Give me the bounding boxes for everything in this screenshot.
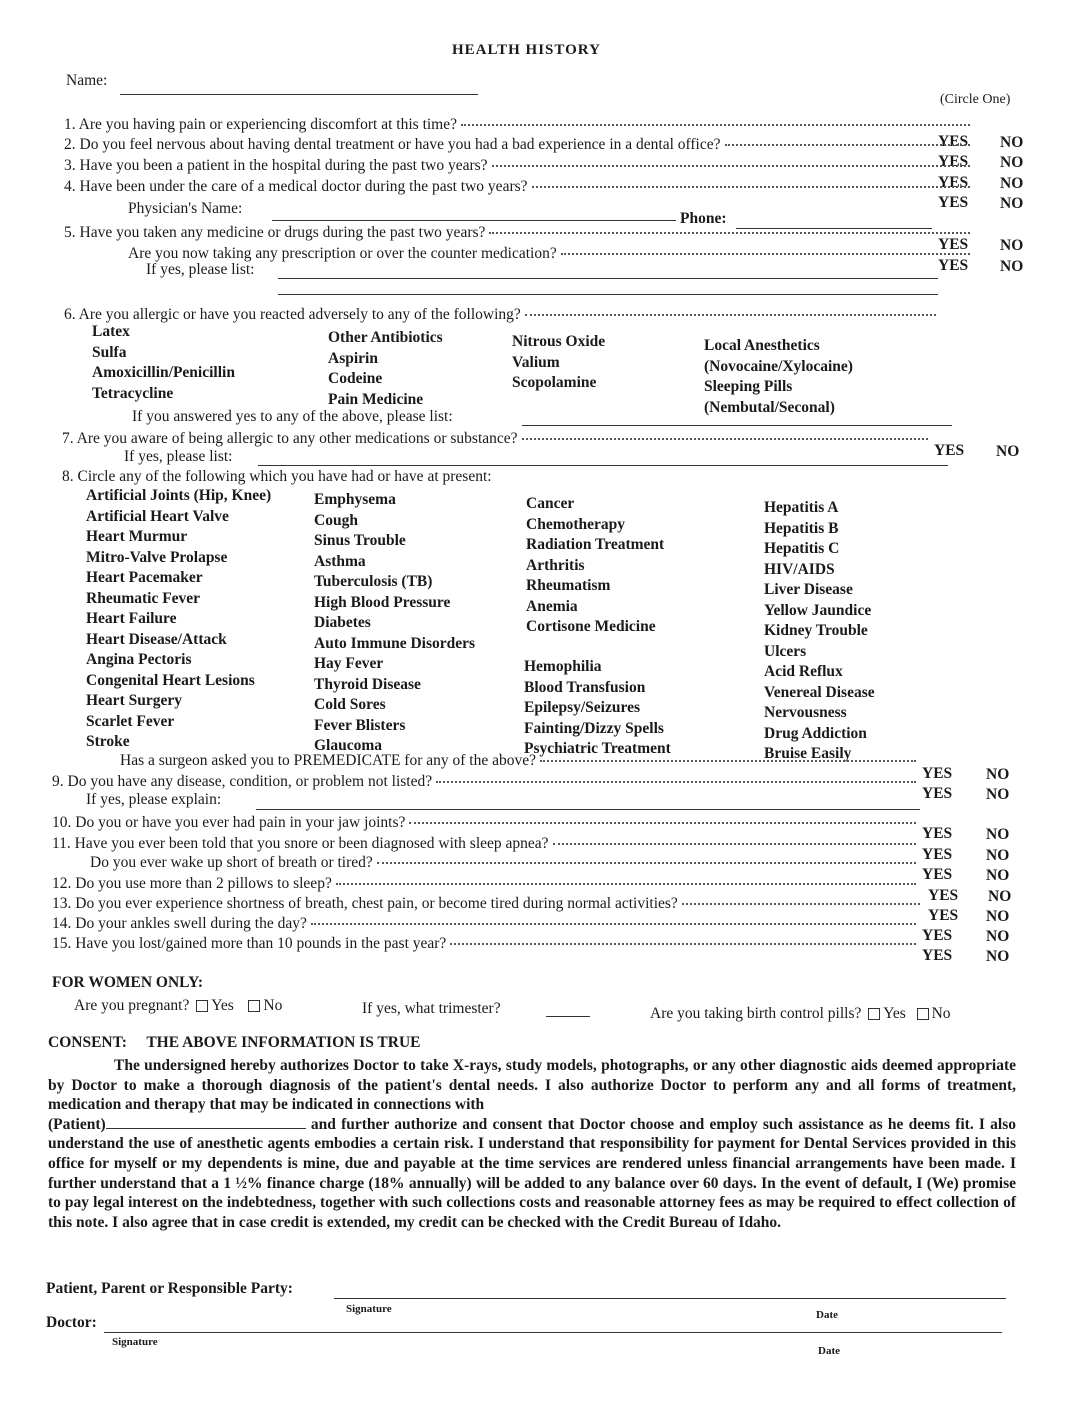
question-13 bbox=[52, 895, 924, 913]
condition-col-3a bbox=[526, 494, 664, 638]
q5-list-label: If yes, please list: bbox=[146, 261, 255, 278]
condition-item[interactable]: Glaucoma bbox=[314, 737, 383, 754]
women-only-heading: FOR WOMEN ONLY: bbox=[52, 974, 204, 991]
allergy-item: (Nembutal/Seconal) bbox=[704, 398, 835, 416]
condition-item[interactable]: Chemotherapy bbox=[526, 515, 626, 533]
allergy-col-4 bbox=[704, 336, 853, 418]
condition-item[interactable]: Ulcers bbox=[764, 642, 807, 660]
premedicate-no[interactable]: NO bbox=[986, 766, 1010, 783]
question-4-text: 4. Have been under the care of a medical doctor during the past two years? bbox=[64, 178, 528, 195]
question-10-text: 10. Do you or have you ever had pain in your jaw joints? bbox=[52, 814, 406, 831]
condition-item[interactable]: Anemia bbox=[526, 597, 578, 615]
question-5 bbox=[64, 224, 974, 242]
q5-no[interactable]: NO bbox=[1000, 237, 1024, 254]
question-15-text: 15. Have you lost/gained more than 10 pounds in the past year? bbox=[52, 935, 447, 952]
condition-col-2 bbox=[314, 490, 475, 757]
q5b-yes[interactable]: YES bbox=[938, 257, 969, 274]
condition-item[interactable]: Cortisone Medicine bbox=[526, 618, 656, 635]
q12-yes[interactable]: YES bbox=[928, 887, 959, 904]
pregnant-no-label: No bbox=[263, 997, 283, 1014]
question-2 bbox=[64, 136, 974, 154]
q9-no[interactable]: NO bbox=[986, 786, 1010, 803]
question-5b bbox=[128, 245, 974, 263]
consent-subheading: THE ABOVE INFORMATION IS TRUE bbox=[146, 1034, 421, 1051]
question-9-text: 9. Do you have any disease, condition, or problem not listed? bbox=[52, 773, 433, 790]
condition-item[interactable]: Hepatitis B bbox=[764, 519, 839, 537]
condition-item[interactable]: Fever Blisters bbox=[314, 716, 406, 734]
allergy-item: (Novocaine/Xylocaine) bbox=[704, 357, 853, 375]
q3-yes[interactable]: YES bbox=[938, 174, 969, 191]
form-title: HEALTH HISTORY bbox=[452, 42, 601, 58]
birth-control-yes-checkbox[interactable] bbox=[868, 1008, 880, 1020]
condition-item[interactable]: Cold Sores bbox=[314, 696, 386, 713]
consent-patient-field[interactable] bbox=[106, 1128, 306, 1129]
allergy-item[interactable]: Other Antibiotics bbox=[328, 329, 443, 346]
q4-yes[interactable]: YES bbox=[938, 194, 969, 211]
q7-no[interactable]: NO bbox=[996, 443, 1020, 460]
condition-item[interactable]: Mitro-Valve Prolapse bbox=[86, 548, 228, 566]
condition-col-4 bbox=[764, 498, 875, 765]
q5-list-field[interactable] bbox=[278, 278, 938, 279]
pregnant-label: Are you pregnant? bbox=[74, 997, 190, 1014]
patient-date-caption: Date bbox=[816, 1309, 838, 1321]
condition-item[interactable]: Drug Addiction bbox=[764, 724, 867, 742]
consent-heading bbox=[48, 1034, 421, 1052]
condition-item[interactable]: Hepatitis C bbox=[764, 540, 840, 557]
question-14-text: 14. Do your ankles swell during the day? bbox=[52, 915, 307, 932]
q11-no[interactable]: NO bbox=[986, 847, 1010, 864]
question-11b-text: Do you ever wake up short of breath or tired? bbox=[90, 854, 373, 871]
question-5-text: 5. Have you taken any medicine or drugs during the past two years? bbox=[64, 224, 486, 241]
doctor-date-caption: Date bbox=[818, 1345, 840, 1357]
q1-yes[interactable]: YES bbox=[938, 133, 969, 150]
q10-yes[interactable]: YES bbox=[922, 825, 953, 842]
condition-item[interactable]: Artificial Heart Valve bbox=[86, 507, 229, 525]
condition-item[interactable]: Yellow Jaundice bbox=[764, 601, 872, 619]
allergy-item[interactable]: Pain Medicine bbox=[328, 390, 424, 408]
q10-no[interactable]: NO bbox=[986, 826, 1010, 843]
patient-signature-label: Patient, Parent or Responsible Party: bbox=[46, 1280, 293, 1297]
q5-yes[interactable]: YES bbox=[938, 236, 969, 253]
q5b-no[interactable]: NO bbox=[1000, 258, 1024, 275]
allergy-item[interactable]: Sulfa bbox=[92, 343, 127, 361]
allergy-item[interactable]: Local Anesthetics bbox=[704, 337, 820, 354]
condition-item[interactable]: Psychiatric Treatment bbox=[524, 740, 671, 757]
doctor-signature-label: Doctor: bbox=[46, 1314, 97, 1331]
question-4 bbox=[64, 178, 974, 196]
question-14 bbox=[52, 915, 920, 933]
consent-text bbox=[48, 1056, 1016, 1232]
premedicate-yes[interactable]: YES bbox=[922, 765, 953, 782]
allergy-item[interactable]: Tetracycline bbox=[92, 384, 174, 402]
condition-item[interactable]: Congenital Heart Lesions bbox=[86, 671, 255, 689]
question-11b bbox=[90, 854, 920, 872]
q15-no[interactable]: NO bbox=[986, 948, 1010, 965]
condition-item[interactable]: Heart Failure bbox=[86, 610, 177, 627]
condition-item[interactable]: Cough bbox=[314, 511, 358, 529]
condition-item[interactable]: Tuberculosis (TB) bbox=[314, 573, 433, 590]
q9-explain-label: If yes, please explain: bbox=[86, 791, 222, 808]
q6-list-field[interactable] bbox=[522, 425, 952, 426]
condition-item[interactable]: Auto Immune Disorders bbox=[314, 634, 476, 652]
physician-name-label: Physician's Name: bbox=[128, 200, 243, 217]
q15-yes[interactable]: YES bbox=[922, 947, 953, 964]
question-1 bbox=[64, 116, 974, 134]
question-2-text: 2. Do you feel nervous about having dental treatment or have you had a bad experience in a dental office? bbox=[64, 136, 721, 153]
condition-col-3b bbox=[524, 657, 671, 760]
condition-item[interactable]: Arthritis bbox=[526, 556, 585, 574]
question-7 bbox=[62, 430, 932, 448]
question-5b-text: Are you now taking any prescription or over the counter medication? bbox=[128, 245, 557, 262]
consent-paragraph-1: The undersigned hereby authorizes Doctor to take X-rays, study models, photographs, or any other diagnostic aids deemed appropriate by Doctor to make a thorough diagnosis of the patient's dental needs. I also authorize Doctor to perform any and all forms of treatment, medication and therapy that may be indicated in connections with bbox=[48, 1057, 1016, 1114]
doctor-signature-line[interactable] bbox=[104, 1332, 1002, 1333]
condition-item[interactable]: Venereal Disease bbox=[764, 683, 875, 701]
q11b-yes[interactable]: YES bbox=[922, 866, 953, 883]
allergy-col-1 bbox=[92, 322, 235, 404]
allergy-item[interactable]: Aspirin bbox=[328, 349, 378, 367]
condition-item[interactable]: Sinus Trouble bbox=[314, 532, 406, 549]
consent-paragraph-2: and further authorize and consent that Doctor choose and employ such assistance as he deems fit. I also understand the use of anesthetic agents embodies a certain risk. I understand that responsibility for payment for Dental Services provided in this office for myself or my dependents is mine, due and payable at the time services are rendered unless financial arrangements have been made. I further understand that a 1 ½% finance charge (18% annually) will be added to any balance over 60 days. In the event of default, I (We) promise to pay legal interest on the indebtedness, together with such collections costs and reasonable attorney fees as may be required to effect collection of this note. I also agree that in case credit is extended, my credit can be checked with the Credit Bureau of Idaho. bbox=[48, 1115, 1016, 1231]
phone-label: Phone: bbox=[680, 210, 727, 227]
q13-yes[interactable]: YES bbox=[928, 907, 959, 924]
allergy-item[interactable]: Amoxicillin/Penicillin bbox=[92, 364, 235, 381]
condition-item[interactable]: Blood Transfusion bbox=[524, 678, 646, 696]
condition-item[interactable]: Scarlet Fever bbox=[86, 712, 175, 730]
q13-no[interactable]: NO bbox=[986, 908, 1010, 925]
condition-item[interactable]: High Blood Pressure bbox=[314, 593, 451, 611]
allergy-col-3 bbox=[512, 332, 605, 394]
pregnant-question bbox=[74, 997, 282, 1015]
question-7-text: 7. Are you aware of being allergic to any other medications or substance? bbox=[62, 430, 518, 447]
question-8: 8. Circle any of the following which you have had or have at present: bbox=[62, 468, 492, 485]
question-1-text: 1. Are you having pain or experiencing discomfort at this time? bbox=[64, 116, 457, 133]
allergy-col-2 bbox=[328, 328, 443, 410]
q11b-no[interactable]: NO bbox=[986, 867, 1010, 884]
question-13-text: 13. Do you ever experience shortness of breath, chest pain, or become tired during normal activities? bbox=[52, 895, 678, 912]
condition-item[interactable]: Rheumatic Fever bbox=[86, 589, 201, 607]
condition-item[interactable]: Fainting/Dizzy Spells bbox=[524, 719, 664, 737]
condition-item[interactable]: Heart Disease/Attack bbox=[86, 630, 227, 648]
consent-patient-label: (Patient) bbox=[48, 1115, 106, 1133]
condition-item[interactable]: Epilepsy/Seizures bbox=[524, 699, 640, 716]
birth-control-no-label: No bbox=[931, 1005, 951, 1022]
q12-no[interactable]: NO bbox=[988, 888, 1012, 905]
question-10 bbox=[52, 814, 920, 832]
allergy-item[interactable]: Scopolamine bbox=[512, 374, 597, 391]
condition-item[interactable]: Stroke bbox=[86, 733, 130, 750]
q11-yes[interactable]: YES bbox=[922, 846, 953, 863]
condition-item[interactable]: Liver Disease bbox=[764, 581, 853, 598]
allergy-item[interactable]: Nitrous Oxide bbox=[512, 333, 606, 350]
q7-list-label: If yes, please list: bbox=[124, 448, 233, 465]
condition-item[interactable]: Cancer bbox=[526, 495, 575, 512]
trimester-field[interactable] bbox=[546, 1016, 590, 1017]
premedicate-text: Has a surgeon asked you to PREMEDICATE for any of the above? bbox=[120, 752, 536, 769]
allergy-item[interactable]: Codeine bbox=[328, 370, 383, 387]
condition-item[interactable]: Thyroid Disease bbox=[314, 675, 421, 693]
q1-no[interactable]: NO bbox=[1000, 134, 1024, 151]
q6-list-label: If you answered yes to any of the above, please list: bbox=[132, 408, 453, 425]
q14-yes[interactable]: YES bbox=[922, 927, 953, 944]
condition-item[interactable]: Bruise Easily bbox=[764, 745, 852, 762]
q14-no[interactable]: NO bbox=[986, 928, 1010, 945]
trimester-label: If yes, what trimester? bbox=[362, 1000, 501, 1017]
patient-signature-caption: Signature bbox=[346, 1303, 392, 1315]
name-field[interactable] bbox=[120, 94, 478, 95]
question-12 bbox=[52, 875, 920, 893]
q2-yes[interactable]: YES bbox=[938, 153, 969, 170]
condition-item[interactable]: Kidney Trouble bbox=[764, 622, 868, 639]
condition-item[interactable]: Hepatitis A bbox=[764, 499, 839, 516]
birth-control-question bbox=[650, 1005, 951, 1023]
allergy-item[interactable]: Sleeping Pills bbox=[704, 378, 793, 395]
q9-yes[interactable]: YES bbox=[922, 785, 953, 802]
condition-item[interactable]: Heart Surgery bbox=[86, 692, 182, 709]
q2-no[interactable]: NO bbox=[1000, 154, 1024, 171]
q7-list-field[interactable] bbox=[258, 465, 948, 466]
condition-item[interactable]: Hemophilia bbox=[524, 658, 602, 675]
circle-one-note: (Circle One) bbox=[940, 92, 1011, 107]
condition-item[interactable]: Hay Fever bbox=[314, 655, 384, 672]
condition-col-1 bbox=[86, 486, 271, 753]
question-12-text: 12. Do you use more than 2 pillows to sleep? bbox=[52, 875, 332, 892]
question-15 bbox=[52, 935, 920, 953]
pregnant-yes-checkbox[interactable] bbox=[196, 1000, 208, 1012]
condition-item[interactable]: Heart Murmur bbox=[86, 528, 188, 545]
pregnant-yes-label: Yes bbox=[211, 997, 234, 1014]
birth-control-no-checkbox[interactable] bbox=[917, 1008, 929, 1020]
condition-item[interactable]: Angina Pectoris bbox=[86, 651, 192, 668]
condition-item[interactable]: Asthma bbox=[314, 552, 366, 570]
birth-control-label: Are you taking birth control pills? bbox=[650, 1005, 862, 1022]
condition-item[interactable]: Diabetes bbox=[314, 614, 371, 631]
doctor-signature-caption: Signature bbox=[112, 1336, 158, 1348]
allergy-item[interactable]: Valium bbox=[512, 353, 560, 371]
condition-item[interactable]: Rheumatism bbox=[526, 577, 611, 594]
birth-control-yes-label: Yes bbox=[883, 1005, 906, 1022]
condition-item[interactable]: Heart Pacemaker bbox=[86, 569, 203, 586]
condition-item[interactable]: HIV/AIDS bbox=[764, 560, 835, 578]
condition-item[interactable]: Artificial Joints (Hip, Knee) bbox=[86, 487, 272, 504]
q9-explain-field[interactable] bbox=[256, 809, 920, 810]
condition-item[interactable]: Nervousness bbox=[764, 704, 847, 721]
q3-no[interactable]: NO bbox=[1000, 175, 1024, 192]
allergy-item[interactable]: Latex bbox=[92, 323, 130, 340]
question-3-text: 3. Have you been a patient in the hospital during the past two years? bbox=[64, 157, 488, 174]
premedicate-question bbox=[120, 752, 920, 770]
consent-label: CONSENT: bbox=[48, 1034, 127, 1051]
condition-item[interactable]: Acid Reflux bbox=[764, 663, 843, 680]
pregnant-no-checkbox[interactable] bbox=[248, 1000, 260, 1012]
question-3 bbox=[64, 157, 974, 175]
q5-list-field-2[interactable] bbox=[278, 294, 938, 295]
name-label: Name: bbox=[66, 72, 108, 89]
question-11-text: 11. Have you ever been told that you snore or been diagnosed with sleep apnea? bbox=[52, 835, 549, 852]
patient-signature-line[interactable] bbox=[334, 1298, 1006, 1299]
question-6-text: 6. Are you allergic or have you reacted adversely to any of the following? bbox=[64, 306, 521, 323]
condition-item[interactable]: Radiation Treatment bbox=[526, 536, 665, 553]
condition-item[interactable]: Emphysema bbox=[314, 491, 396, 508]
physician-name-field[interactable] bbox=[272, 220, 676, 221]
q4-no[interactable]: NO bbox=[1000, 195, 1024, 212]
question-9 bbox=[52, 773, 920, 791]
question-11 bbox=[52, 835, 920, 853]
q7-yes[interactable]: YES bbox=[934, 442, 965, 459]
